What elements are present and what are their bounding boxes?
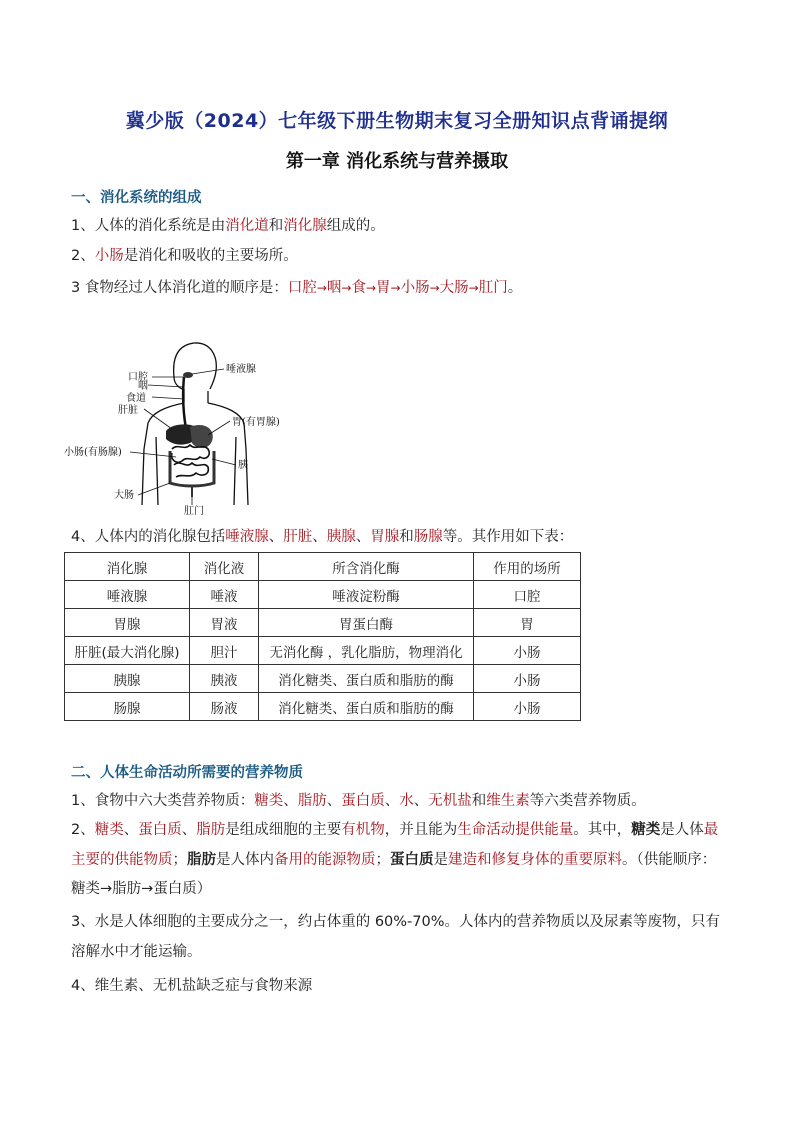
arrow-icon: → xyxy=(390,281,401,295)
highlight: 有机物 xyxy=(341,822,385,838)
text: 等。其作用如下表： xyxy=(442,529,574,545)
chapter-title: 第一章 消化系统与营养摄取 xyxy=(285,151,509,172)
text: 、 xyxy=(123,822,139,838)
paragraph-2-4: 4、维生素、无机盐缺乏症与食物来源 xyxy=(71,978,313,994)
text: 。其中， xyxy=(573,822,632,838)
section-heading-1: 一、消化系统的组成 xyxy=(71,190,202,206)
text: 4、人体内的消化腺包括 xyxy=(71,529,226,545)
highlight: 最主要的供能物质 xyxy=(71,822,719,868)
route-step: 咽 xyxy=(326,280,342,296)
text: 等六类营养物质。 xyxy=(529,793,646,809)
label-esophagus: 食道 xyxy=(126,393,146,404)
section-heading-2: 二、人体生命活动所需要的营养物质 xyxy=(71,765,303,781)
text: 2、 xyxy=(71,822,95,838)
arrow-icon: → xyxy=(141,881,154,897)
table-cell: 口腔 xyxy=(474,581,581,609)
text: 1、人体的消化系统是由 xyxy=(71,218,226,234)
highlight: 糖类 xyxy=(94,822,124,838)
table-header-row xyxy=(65,553,581,581)
highlight: 肝脏 xyxy=(283,529,313,545)
highlight: 无机盐 xyxy=(428,793,472,809)
table-row xyxy=(65,665,581,693)
text: ； xyxy=(375,851,390,868)
table-row xyxy=(65,637,581,665)
table-cell: 小肠 xyxy=(474,665,581,693)
route-step: 小肠 xyxy=(400,280,430,296)
table-row xyxy=(65,581,581,609)
table-cell: 唾液 xyxy=(190,581,259,609)
highlight: 建造和修复身体的重要原料 xyxy=(448,851,622,868)
text: 、 xyxy=(312,529,327,545)
table-header: 作用的场所 xyxy=(474,553,581,581)
highlight: 蛋白质 xyxy=(138,822,182,838)
route-step: 口腔 xyxy=(287,280,317,296)
text: 、 xyxy=(413,793,429,809)
arrow-icon: → xyxy=(341,281,352,295)
arrow-icon: → xyxy=(100,881,113,897)
paragraph-2-2 xyxy=(71,816,726,905)
bold-term: 糖类 xyxy=(631,822,661,838)
text: 和 xyxy=(399,529,414,545)
paragraph-2-1 xyxy=(71,791,646,811)
highlight: 生命活动提供能量 xyxy=(457,822,574,838)
highlight: 糖类 xyxy=(254,793,284,809)
text: 组成的。 xyxy=(326,218,385,234)
text: 、 xyxy=(268,529,284,545)
highlight: 胰腺 xyxy=(326,529,356,545)
table-cell: 唾液淀粉酶 xyxy=(259,581,474,609)
text: 3 食物经过人体消化道的顺序是： xyxy=(71,280,288,296)
table-cell: 小肠 xyxy=(474,637,581,665)
paragraph-1-3 xyxy=(71,278,522,298)
paragraph-2-3: 3、水是人体细胞的主要成分之一，约占体重的 60%-70%。人体内的营养物质以及尿素等废物，只有溶解水中才能运输。 xyxy=(71,914,721,960)
route-step: 食 xyxy=(351,280,366,296)
paragraph-1-1 xyxy=(71,216,385,236)
table-row xyxy=(65,693,581,721)
table-cell: 消化糖类、蛋白质和脂肪的酶 xyxy=(259,693,474,721)
highlight: 备用的能源物质 xyxy=(274,851,376,868)
label-large-intestine: 大肠 xyxy=(114,490,134,501)
text: 和 xyxy=(268,218,284,234)
highlight: 消化腺 xyxy=(283,218,327,234)
highlight: 唾液腺 xyxy=(225,529,269,545)
highlight: 脂肪 xyxy=(196,822,226,838)
arrow-icon: → xyxy=(468,281,479,295)
text: 是人体内 xyxy=(216,851,274,868)
text: 、 xyxy=(384,793,400,809)
table-cell: 肝脏(最大消化腺) xyxy=(65,637,190,665)
arrow-icon: → xyxy=(365,281,377,295)
table-cell: 胆汁 xyxy=(190,637,259,665)
text: 、 xyxy=(181,822,197,838)
label-small-intestine: 小肠(有肠腺) xyxy=(64,447,122,458)
table-cell: 唾液腺 xyxy=(65,581,190,609)
label-salivary-gland: 唾液腺 xyxy=(226,364,256,375)
table-cell: 肠腺 xyxy=(65,693,190,721)
text: 是人体 xyxy=(660,822,704,838)
text: 、 xyxy=(283,793,298,809)
text: 是 xyxy=(433,851,448,868)
arrow-icon: → xyxy=(316,281,327,295)
table-cell: 无消化酶 ，乳化脂肪，物理消化 xyxy=(259,637,474,665)
label-liver: 肝脏 xyxy=(118,405,138,416)
table-cell: 胃 xyxy=(474,609,581,637)
text: 蛋白质） xyxy=(153,881,212,897)
digestive-gland-table xyxy=(64,552,581,721)
text: 2、 xyxy=(71,248,95,264)
table-cell: 胰腺 xyxy=(65,665,190,693)
table-row xyxy=(65,609,581,637)
text: ； xyxy=(172,851,187,868)
highlight: 维生素 xyxy=(486,793,530,809)
document-title: 冀少版（2024）七年级下册生物期末复习全册知识点背诵提纲 xyxy=(125,110,669,132)
highlight: 消化道 xyxy=(225,218,269,234)
digestive-system-diagram xyxy=(64,337,302,517)
bold-term: 蛋白质 xyxy=(390,851,434,868)
text: 。（供能顺序：糖类 xyxy=(71,851,717,897)
paragraph-1-4 xyxy=(71,527,573,547)
text: 、 xyxy=(326,793,342,809)
highlight: 小肠 xyxy=(94,248,124,264)
table-cell: 小肠 xyxy=(474,693,581,721)
table-header: 所含消化酶 xyxy=(259,553,474,581)
table-cell: 胃蛋白酶 xyxy=(259,609,474,637)
text: 脂肪 xyxy=(112,881,142,897)
route-step: 胃 xyxy=(376,280,391,296)
text: 1、食物中六大类营养物质： xyxy=(71,793,255,809)
label-stomach: 胃(有胃腺) xyxy=(232,417,280,428)
text: 和 xyxy=(471,793,487,809)
table-cell: 胃液 xyxy=(190,609,259,637)
highlight: 肠腺 xyxy=(413,529,443,545)
text: ，并且能为 xyxy=(384,822,458,838)
highlight: 胃腺 xyxy=(370,529,400,545)
label-mouth: 口腔 xyxy=(128,372,148,383)
table-cell: 胰液 xyxy=(190,665,259,693)
route-step: 肛门 xyxy=(478,280,508,296)
highlight: 水 xyxy=(399,793,414,809)
label-anus: 肛门 xyxy=(184,506,204,517)
label-pharynx: 咽 xyxy=(138,381,148,392)
table-cell: 肠液 xyxy=(190,693,259,721)
bold-term: 脂肪 xyxy=(187,851,216,868)
highlight: 蛋白质 xyxy=(341,793,385,809)
table-header: 消化腺 xyxy=(65,553,190,581)
table-header: 消化液 xyxy=(190,553,259,581)
table-cell: 消化糖类、蛋白质和脂肪的酶 xyxy=(259,665,474,693)
table-cell: 胃腺 xyxy=(65,609,190,637)
label-pancreas: 胰 xyxy=(238,460,248,471)
route-step: 大肠 xyxy=(439,280,469,296)
paragraph-1-2 xyxy=(71,246,298,266)
highlight: 脂肪 xyxy=(297,793,327,809)
text: 、 xyxy=(355,529,371,545)
arrow-icon: → xyxy=(429,281,440,295)
text: 是组成细胞的主要 xyxy=(225,822,342,838)
text: 。 xyxy=(507,280,523,296)
text: 是消化和吸收的主要场所。 xyxy=(123,248,298,264)
